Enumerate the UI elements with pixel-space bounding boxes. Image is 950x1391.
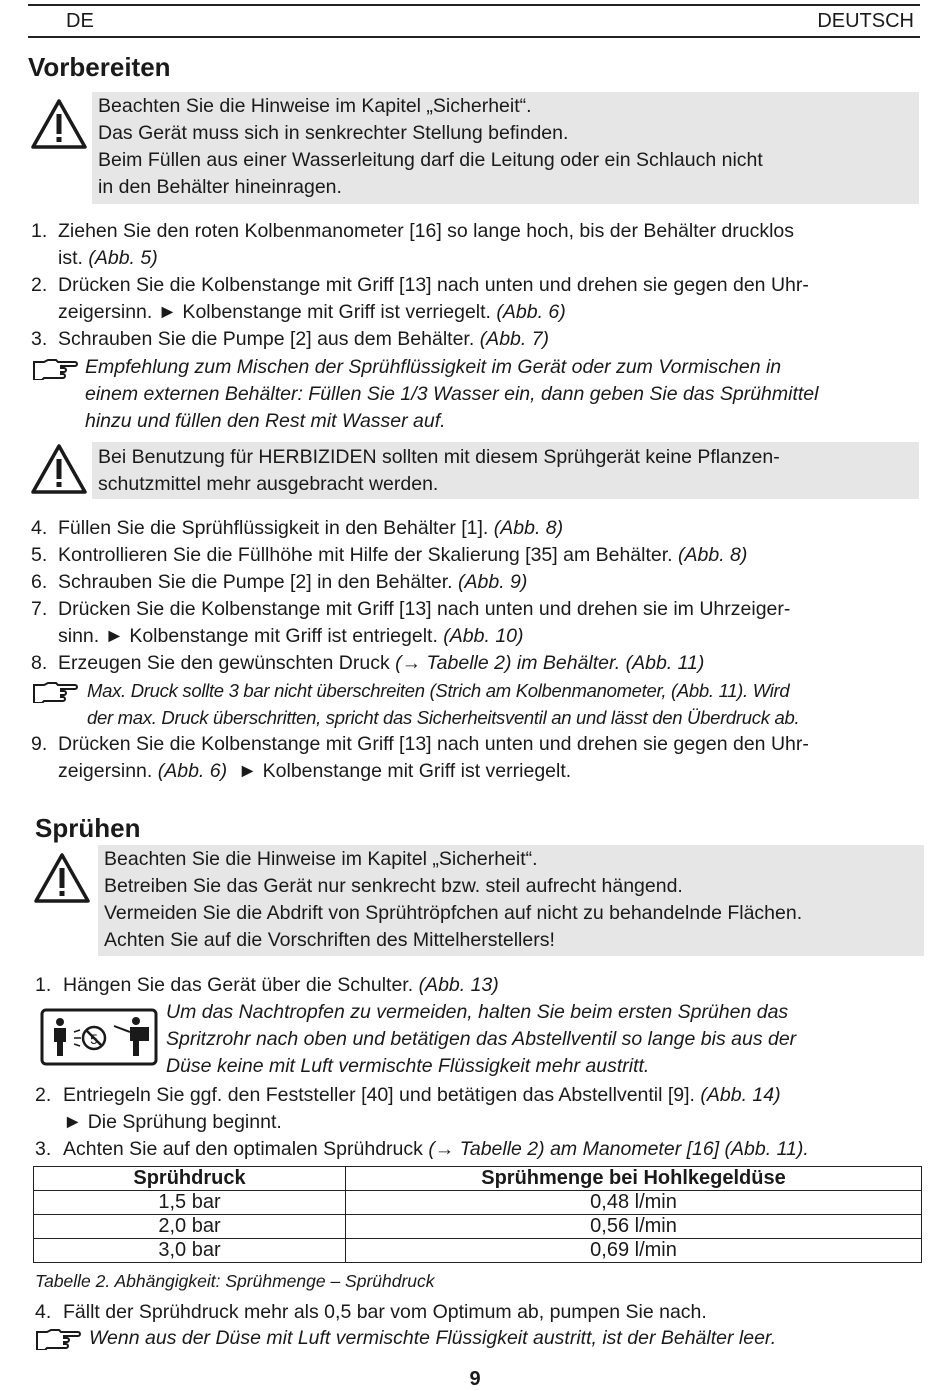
warning-line: Beim Füllen aus einer Wasserleitung darf die Leitung oder ein Schlauch nicht bbox=[98, 149, 763, 171]
table-header: Sprühdruck bbox=[34, 1167, 346, 1191]
warning-line: in den Behälter hineinragen. bbox=[98, 176, 342, 198]
step-number: 1. bbox=[31, 220, 48, 242]
page-header bbox=[28, 4, 920, 38]
table-cell: 3,0 bar bbox=[34, 1239, 346, 1263]
step-text: Drücken Sie die Kolbenstange mit Griff [13] nach unten und drehen sie gegen den Uhr- bbox=[58, 274, 809, 296]
step-text bbox=[58, 299, 566, 326]
figure-ref: (Abb. 8) bbox=[678, 544, 748, 566]
warning-line: Betreiben Sie das Gerät nur senkrecht bzw. steil aufrecht hängend. bbox=[104, 875, 683, 897]
step-text: Drücken Sie die Kolbenstange mit Griff [13] nach unten und drehen sie gegen den Uhr- bbox=[58, 733, 809, 755]
figure-ref: (Abb. 6) bbox=[157, 760, 228, 782]
step-text bbox=[58, 515, 563, 542]
table-row bbox=[34, 1191, 922, 1215]
figure-ref: (Abb. 14) bbox=[700, 1084, 781, 1106]
step-text-part: Schrauben Sie die Pumpe [2] aus dem Behälter. bbox=[58, 328, 480, 350]
step-text bbox=[58, 245, 158, 272]
table-cell: 0,69 l/min bbox=[346, 1239, 922, 1263]
step-text bbox=[58, 569, 527, 596]
step-number: 3. bbox=[31, 328, 48, 350]
note-line: Um das Nachtropfen zu vermeiden, halten Sie beim ersten Sprühen das bbox=[166, 1001, 789, 1023]
tip-line: Empfehlung zum Mischen der Sprühflüssigkeit im Gerät oder zum Vormischen in bbox=[85, 356, 782, 378]
figure-ref: (Abb. 7) bbox=[479, 328, 550, 350]
step-text-part: zeigersinn. ► Kolbenstange mit Griff ist verriegelt. bbox=[58, 301, 497, 323]
step-number: 4. bbox=[35, 1301, 52, 1323]
step-text-part: Kontrollieren Sie die Füllhöhe mit Hilfe der Skalierung [35] am Behälter. bbox=[58, 544, 678, 566]
step-number: 3. bbox=[35, 1138, 52, 1160]
warning-line: Beachten Sie die Hinweise im Kapitel „Sicherheit“. bbox=[98, 95, 532, 117]
step-text: Drücken Sie die Kolbenstange mit Griff [13] nach unten und drehen sie im Uhrzeiger- bbox=[58, 598, 791, 620]
pointing-hand-icon bbox=[35, 1328, 81, 1350]
table-cell: 0,56 l/min bbox=[346, 1215, 922, 1239]
warning-box-spraying bbox=[98, 845, 924, 956]
step-text bbox=[58, 623, 524, 650]
warning-box-herbicides bbox=[92, 442, 919, 499]
step-text bbox=[58, 542, 747, 569]
tip-line: der max. Druck überschritten, spricht das Sicherheitsventil an und lässt den Überdruck ab. bbox=[87, 707, 800, 728]
table-cell: 2,0 bar bbox=[34, 1215, 346, 1239]
step-number: 5. bbox=[31, 544, 48, 566]
step-text-part: ► Kolbenstange mit Griff ist verriegelt. bbox=[227, 760, 572, 782]
step-text bbox=[58, 650, 704, 677]
tip-line: einem externen Behälter: Füllen Sie 1/3 Wasser ein, dann geben Sie das Sprühmittel bbox=[85, 383, 819, 405]
step-text-part: Erzeugen Sie den gewünschten Druck bbox=[58, 652, 396, 674]
figure-ref: (Abb. 9) bbox=[458, 571, 528, 593]
table-cell: 0,48 l/min bbox=[346, 1191, 922, 1215]
warning-line: Das Gerät muss sich in senkrechter Stellung befinden. bbox=[98, 122, 569, 144]
section-title-spruehen: Sprühen bbox=[35, 813, 141, 843]
figure-ref: (Abb. 6) bbox=[496, 301, 566, 323]
step-text: Ziehen Sie den roten Kolbenmanometer [16] so lange hoch, bis der Behälter drucklos bbox=[58, 220, 795, 242]
warning-triangle-icon bbox=[30, 443, 88, 495]
warning-box-safety bbox=[92, 92, 919, 204]
warning-triangle-icon bbox=[33, 852, 91, 904]
table-header: Sprühmenge bei Hohlkegeldüse bbox=[346, 1167, 922, 1191]
step-number: 4. bbox=[31, 517, 48, 539]
sprayer-distance-icon bbox=[40, 1008, 158, 1066]
figure-ref: (Abb. 5) bbox=[88, 247, 158, 269]
pointing-hand-icon bbox=[32, 358, 78, 380]
warning-line: Bei Benutzung für HERBIZIDEN sollten mit diesem Sprühgerät keine Pflanzen- bbox=[98, 446, 780, 468]
step-text-part: ist. bbox=[58, 247, 89, 269]
step-text-part: Hängen Sie das Gerät über die Schulter. bbox=[63, 974, 419, 996]
step-text-part: Achten Sie auf den optimalen Sprühdruck bbox=[63, 1138, 429, 1160]
tip-line: hinzu und füllen den Rest mit Wasser auf. bbox=[85, 410, 446, 432]
step-number: 9. bbox=[31, 733, 48, 755]
step-text-part: zeigersinn. bbox=[58, 760, 158, 782]
warning-line: Beachten Sie die Hinweise im Kapitel „Sicherheit“. bbox=[104, 848, 538, 870]
table-row bbox=[34, 1215, 922, 1239]
step-text bbox=[63, 1082, 781, 1109]
warning-triangle-icon bbox=[30, 98, 88, 150]
table-row bbox=[34, 1239, 922, 1263]
warning-line: Vermeiden Sie die Abdrift von Sprühtröpfchen auf nicht zu behandelnde Flächen. bbox=[104, 902, 803, 924]
step-text bbox=[63, 972, 499, 999]
step-text-part: Entriegeln Sie ggf. den Feststeller [40] und betätigen das Abstellventil [9]. bbox=[63, 1084, 701, 1106]
language-name: DEUTSCH bbox=[817, 10, 914, 32]
step-text bbox=[58, 758, 571, 785]
step-text-part: Füllen Sie die Sprühflüssigkeit in den Behälter [1]. bbox=[58, 517, 494, 539]
step-number: 8. bbox=[31, 652, 48, 674]
figure-ref: (Abb. 8) bbox=[493, 517, 564, 539]
page-number: 9 bbox=[469, 1368, 481, 1390]
note-line: Düse keine mit Luft vermischte Flüssigkeit mehr austritt. bbox=[166, 1055, 650, 1077]
language-code: DE bbox=[66, 10, 94, 32]
warning-line: schutzmittel mehr ausgebracht werden. bbox=[98, 473, 439, 495]
table-header-row bbox=[34, 1167, 922, 1191]
pressure-table bbox=[33, 1166, 922, 1263]
table-ref: (→ Tabelle 2) im Behälter. (Abb. 11) bbox=[395, 652, 705, 674]
step-number: 1. bbox=[35, 974, 52, 996]
section-title-vorbereiten: Vorbereiten bbox=[28, 52, 171, 82]
tip-line: Wenn aus der Düse mit Luft vermischte Flüssigkeit austritt, ist der Behälter leer. bbox=[89, 1327, 777, 1349]
step-number: 6. bbox=[31, 571, 48, 593]
step-text-part: Schrauben Sie die Pumpe [2] in den Behälter. bbox=[58, 571, 459, 593]
table-ref: (→ Tabelle 2) am Manometer [16] (Abb. 11). bbox=[428, 1138, 809, 1160]
step-text bbox=[63, 1136, 809, 1163]
figure-ref: (Abb. 13) bbox=[418, 974, 499, 996]
step-number: 7. bbox=[31, 598, 48, 620]
table-caption: Tabelle 2. Abhängigkeit: Sprühmenge – Sprühdruck bbox=[35, 1271, 435, 1291]
tip-line: Max. Druck sollte 3 bar nicht überschreiten (Strich am Kolbenmanometer, (Abb. 11). Wird bbox=[87, 680, 790, 701]
note-line: Spritzrohr nach oben und betätigen das Abstellventil so lange bis aus der bbox=[166, 1028, 797, 1050]
figure-ref: (Abb. 10) bbox=[443, 625, 524, 647]
warning-line: Achten Sie auf die Vorschriften des Mittelherstellers! bbox=[104, 929, 555, 951]
step-text-part: sinn. ► Kolbenstange mit Griff ist entriegelt. bbox=[58, 625, 444, 647]
step-number: 2. bbox=[35, 1084, 52, 1106]
table-cell: 1,5 bar bbox=[34, 1191, 346, 1215]
step-number: 2. bbox=[31, 274, 48, 296]
step-text: ► Die Sprühung beginnt. bbox=[63, 1111, 282, 1133]
pointing-hand-icon bbox=[32, 681, 78, 703]
step-text: Fällt der Sprühdruck mehr als 0,5 bar vom Optimum ab, pumpen Sie nach. bbox=[63, 1301, 707, 1323]
svg-text:5: 5 bbox=[90, 1031, 98, 1047]
step-text bbox=[58, 326, 549, 353]
